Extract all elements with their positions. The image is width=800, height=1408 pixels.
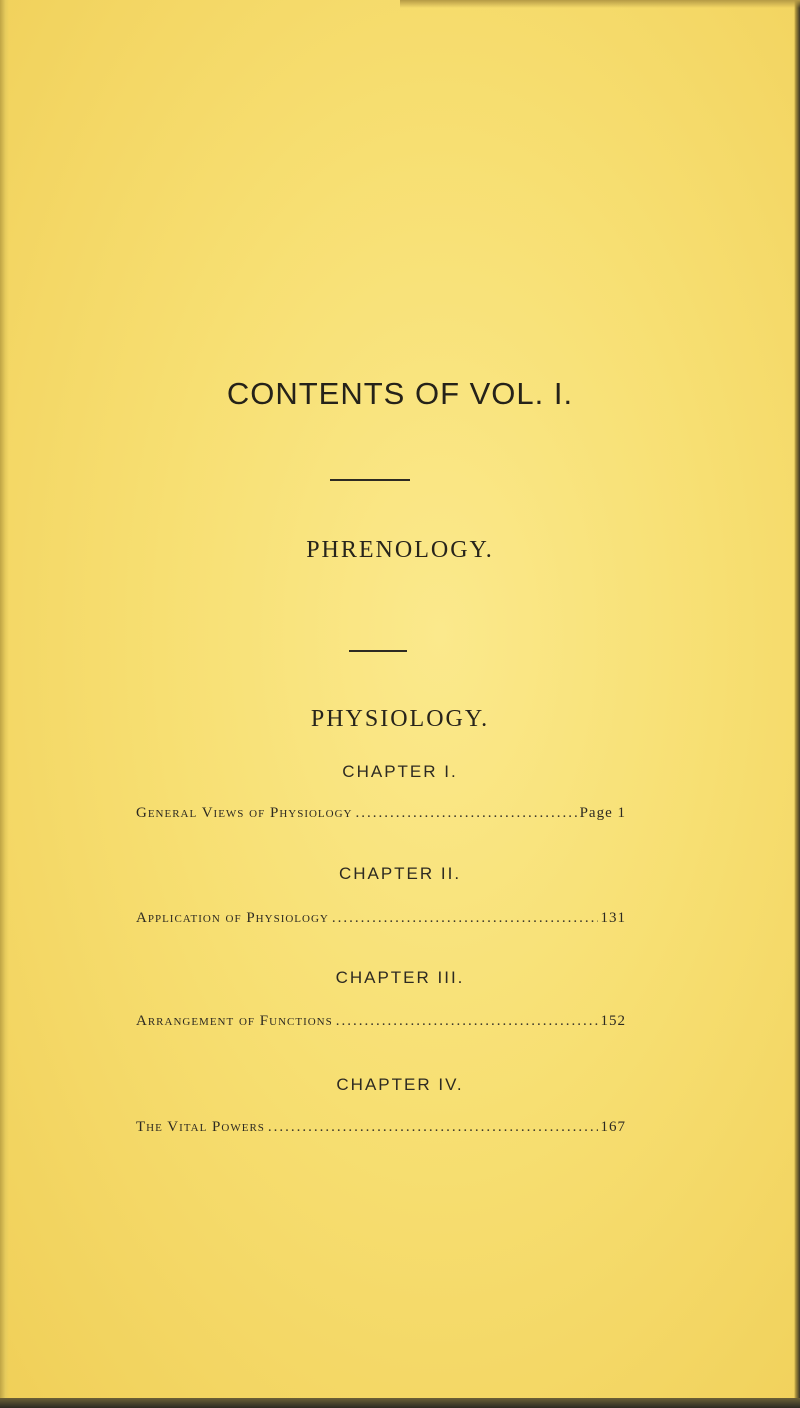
page-left-edge (0, 0, 9, 1408)
page-title: CONTENTS OF VOL. I. (226, 376, 574, 411)
toc-entry (136, 910, 626, 927)
toc-entry-page: 167 (600, 1119, 626, 1135)
dot-leader (268, 1119, 598, 1136)
page-right-edge (794, 0, 800, 1408)
toc-entry-page: 152 (600, 1013, 626, 1029)
toc-entry (136, 1119, 626, 1136)
page-bottom-edge (0, 1398, 800, 1408)
toc-entry-page: 131 (600, 910, 626, 926)
divider-rule (349, 650, 407, 652)
dot-leader (332, 910, 598, 927)
toc-entry-title: Arrangement of Functions (136, 1013, 333, 1029)
section-title-phrenology: PHRENOLOGY. (306, 537, 494, 563)
toc-entry-title: General Views of Physiology (136, 805, 353, 821)
chapter-heading: CHAPTER II. (338, 864, 462, 883)
dot-leader (355, 805, 576, 822)
toc-entry-title: The Vital Powers (136, 1119, 265, 1135)
chapter-heading: CHAPTER I. (342, 762, 458, 781)
divider-rule (330, 479, 410, 481)
toc-entry (136, 805, 626, 822)
section-title-physiology: PHYSIOLOGY. (310, 706, 490, 732)
toc-entry (136, 1013, 626, 1030)
chapter-heading: CHAPTER III. (335, 968, 465, 987)
chapter-heading: CHAPTER IV. (336, 1075, 464, 1094)
toc-entry-page: Page 1 (579, 805, 626, 821)
toc-entry-title: Application of Physiology (136, 910, 329, 926)
dot-leader (336, 1013, 598, 1030)
page-top-edge (400, 0, 800, 8)
